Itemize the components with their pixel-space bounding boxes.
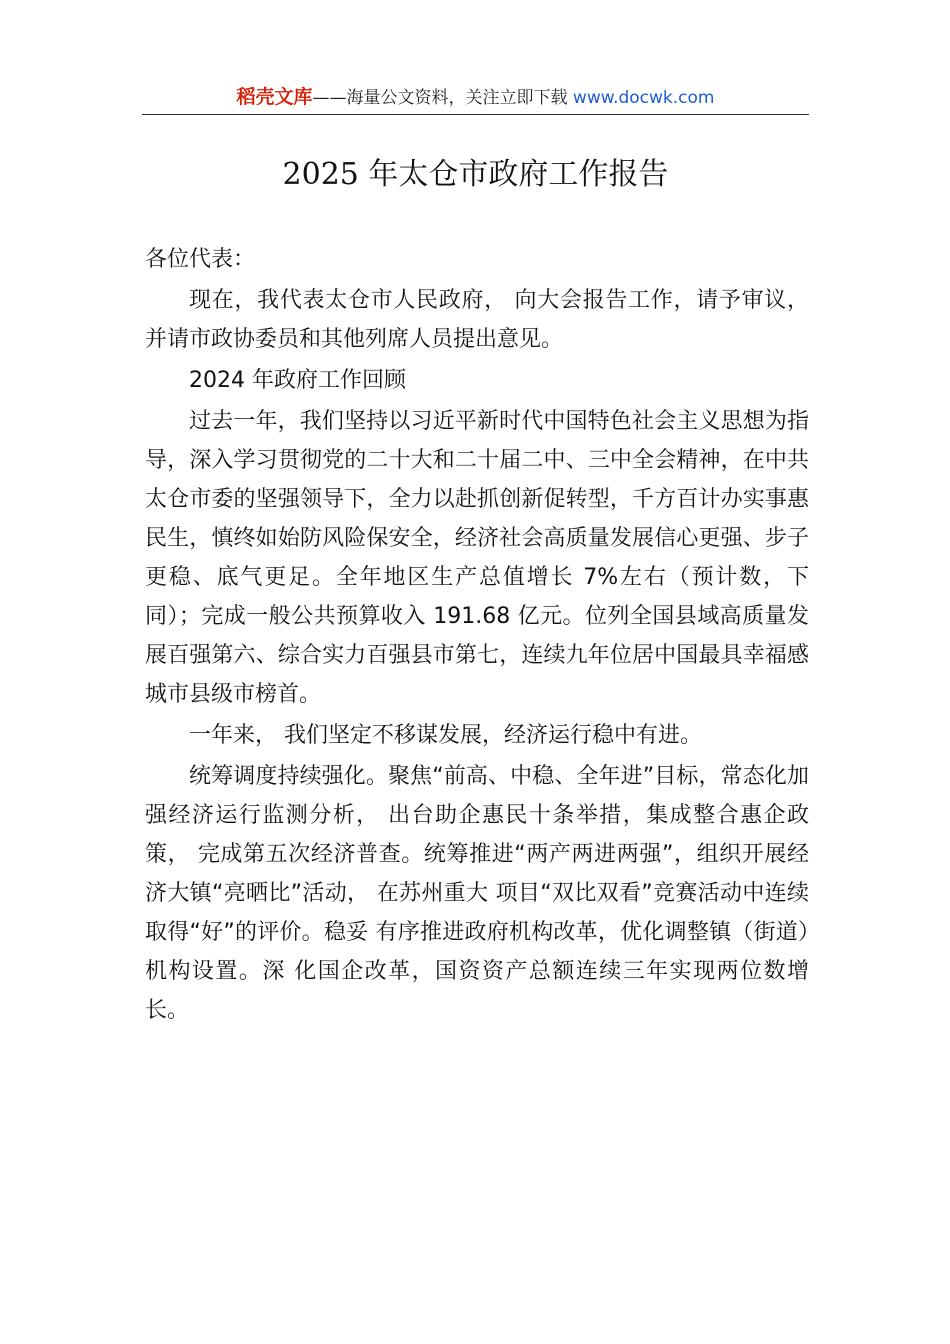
page-header [142,82,809,113]
paragraph: 一年来， 我们坚定不移谋发展，经济运行稳中有进。 [189,723,702,748]
header-divider [142,114,809,115]
website-link[interactable]: www.docwk.com [572,88,715,108]
paragraph: 过去一年，我们坚持以习近平新时代中国特色社会主义思想为指导，深入学习贯彻党的二十大和二十届二中、三中全会精神，在中共太仓市委的坚强领导下，全力以赴抓创新促转型，千方百计办实事惠民生，慎终如始防风险保安全，经济社会高质量发展信心更强、步子更稳、底气更足。全年地区生产总值增长 7%左右（预计数，下同）；完成一般公共预算收入 191.68 亿元。位列全国县域高质量发展百强第六、综合实力百强县市第七，连续九年位居中国最具幸福感城市县级市榜首。 [145,409,809,707]
header-tagline: ——海量公文资料，关注立即下载 [312,88,568,108]
document-body [145,240,809,1030]
brand-logo-text: 稻壳文库 [236,86,313,108]
paragraph: 现在，我代表太仓市人民政府， 向大会报告工作，请予审议，并请市政协委员和其他列席人员提出意见。 [145,288,809,352]
paragraph: 统筹调度持续强化。聚焦“前高、中稳、全年进”目标，常态化加强经济运行监测分析， 出台助企惠民十条举措，集成整合惠企政策， 完成第五次经济普查。统筹推进“两产两进两强”，组织开展经济大镇“亮晒比”活动， 在苏州重大 项目“双比双看”竞赛活动中连续取得“好”的评价。稳妥 有序推进政府机构改革，优化调整镇（街道）机构设置。深 化国企改革，国资资产总额连续三年实现两位数增长。 [145,764,809,1023]
section-heading: 2024 年政府工作回顾 [189,368,406,393]
document-title: 2025 年太仓市政府工作报告 [282,157,669,192]
salutation: 各位代表： [145,247,256,272]
